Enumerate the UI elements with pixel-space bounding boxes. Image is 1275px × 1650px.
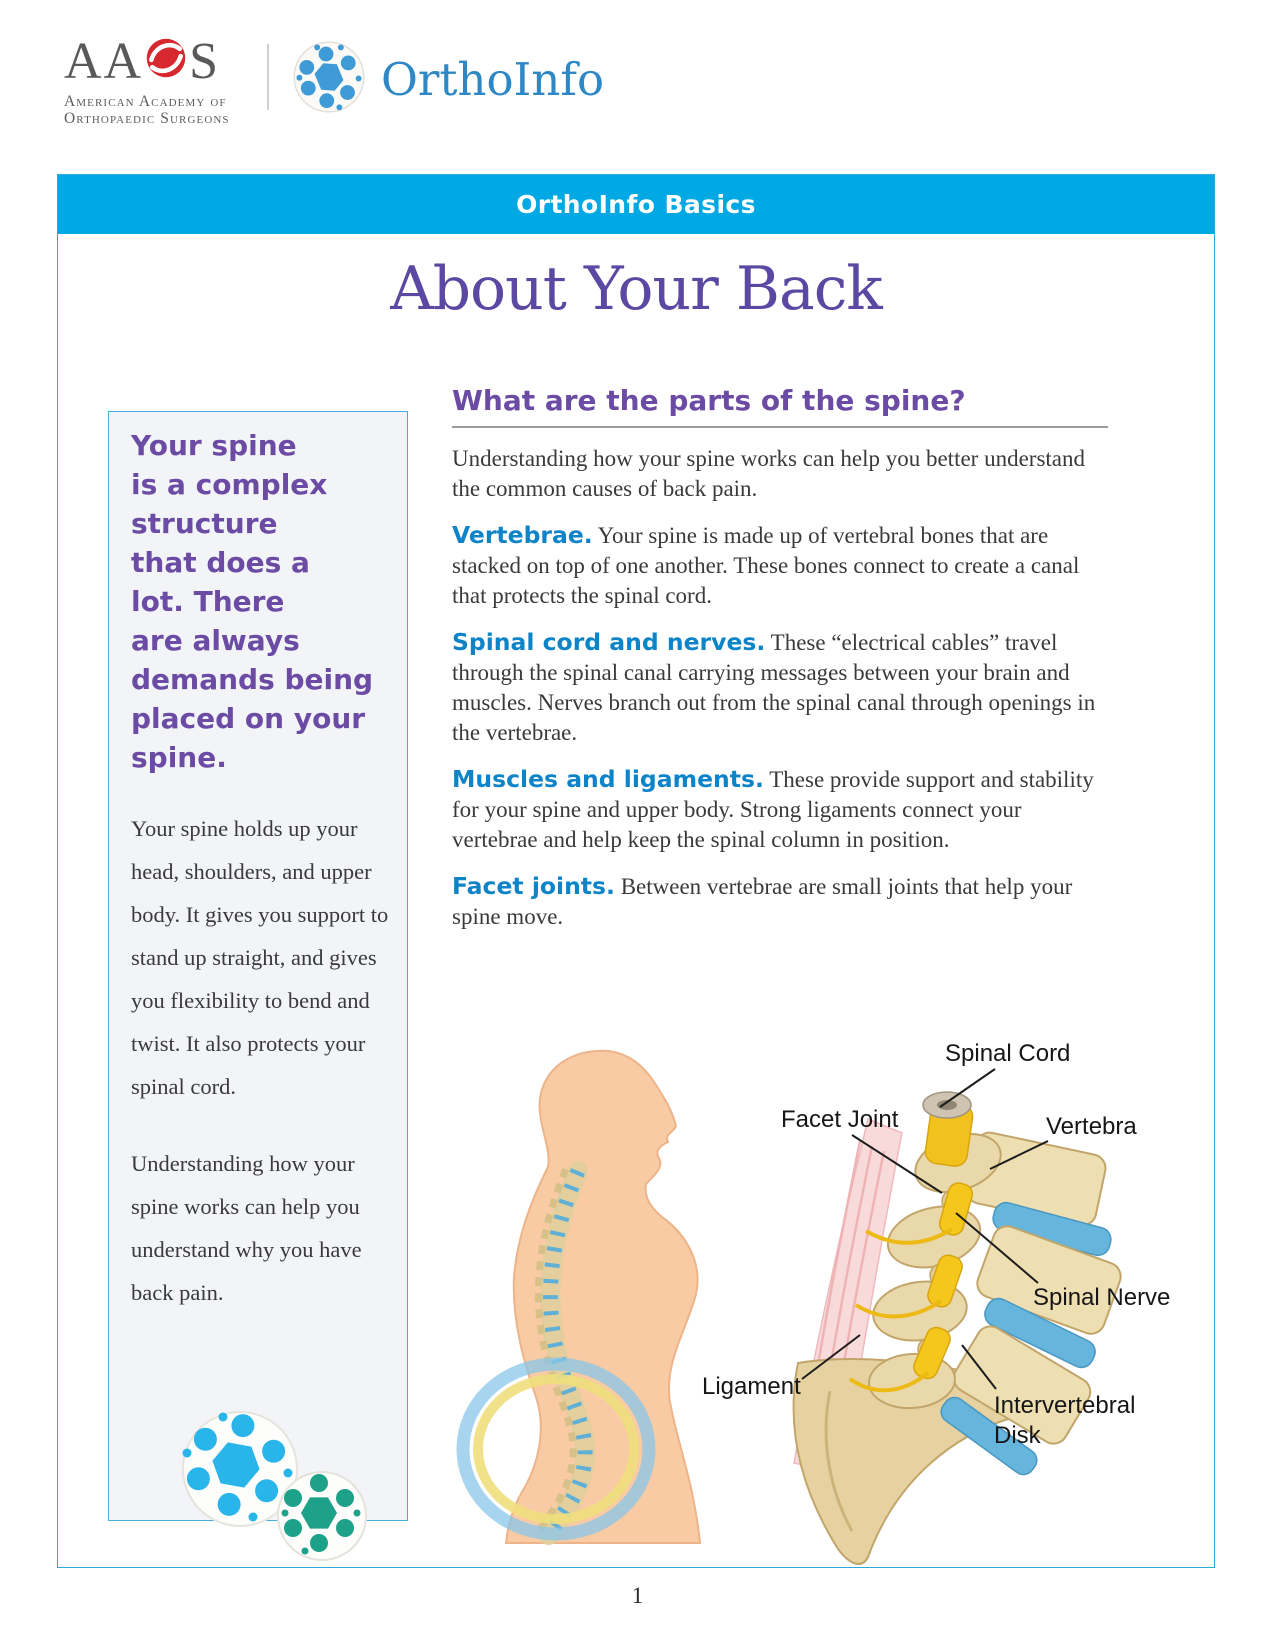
page-title: About Your Back [390,254,882,324]
callout-line: demands being [131,663,374,696]
callout-line: Your spine [131,429,297,462]
term-label: Vertebrae. [452,521,593,549]
term-label: Facet joints. [452,872,615,900]
callout-line: spine. [131,741,227,774]
page-number: 1 [631,1583,644,1608]
callout-line: lot. There [131,585,285,618]
spine-anatomy-illustration [440,950,1222,1572]
heading-rule [452,426,1108,428]
callout-line: structure [131,507,278,540]
definition-item [452,520,1108,611]
figure-label-ligament: Ligament [702,1373,801,1400]
callout-line: are always [131,624,300,657]
section-heading: What are the parts of the spine? [452,384,966,417]
small-teal-lattice-ball [278,1472,366,1560]
term-label: Spinal cord and nerves. [452,628,766,656]
definition-text: These “electrical cables” travel through the spinal canal carrying messages between your brain and muscles. Nerves branch out from the spinal canal through openings in the vertebrae. [452,630,1096,745]
orthoinfo-logo [292,40,604,119]
sidebar-callout [131,426,395,777]
callout-line: placed on your [131,702,366,735]
callout-line: is a complex [131,468,328,501]
sidebar-paragraph: Your spine holds up your head, shoulders, and upper body. It gives you support to stand up straight, and gives you flexibility to bend and twist. It also protects your spinal cord. [131,816,389,1099]
aaos-acronym [64,34,230,90]
aaos-acronym-prefix: AA [64,33,144,90]
figure-label-spinal-nerve: Spinal Nerve [1033,1284,1171,1311]
lumbar-spine-closeup [794,1092,1125,1564]
figure-label-intervertebral: Intervertebral [994,1392,1136,1419]
banner [58,175,1214,234]
definition-text: These provide support and stability for your spine and upper body. Strong ligaments connect your vertebrae and help keep the spinal column in position. [452,767,1094,852]
definition-text: Between vertebrae are small joints that help your spine move. [452,874,1073,929]
banner-label: OrthoInfo Basics [516,190,756,219]
aaos-acronym-suffix: S [189,33,221,90]
aaos-red-swirl-o-icon [144,36,188,90]
term-label: Muscles and ligaments. [452,765,764,793]
orthoinfo-lattice-ball-icon [292,40,366,119]
definition-item [452,764,1108,855]
orthoinfo-lattice-balls-icon [170,1397,382,1569]
sidebar-paragraph: Understanding how your spine works can help you understand why you have back pain. [131,1151,362,1305]
intro-paragraph: Understanding how your spine works can help you better understand the common causes of back pain. [452,446,1085,501]
aaos-subtitle-line1: American Academy of [64,93,227,110]
aaos-subtitle-line2: Orthopaedic Surgeons [64,110,230,127]
orthoinfo-wordmark: OrthoInfo [381,53,605,106]
definition-item [452,871,1108,932]
figure-label-disk: Disk [994,1422,1041,1449]
content-frame [57,174,1215,1568]
aaos-logo [64,34,230,127]
logo-divider [267,44,269,110]
definition-item [452,627,1108,748]
figure-label-facet-joint: Facet Joint [781,1106,899,1133]
sidebar-callout-box [108,411,408,1521]
figure-label-spinal-cord: Spinal Cord [945,1040,1071,1067]
definition-text: Your spine is made up of vertebral bones that are stacked on top of one another. These bones connect to create a canal that protects the spinal cord. [452,523,1080,608]
callout-line: that does a [131,546,310,579]
main-column [452,385,1108,932]
figure-label-vertebra: Vertebra [1046,1113,1137,1140]
